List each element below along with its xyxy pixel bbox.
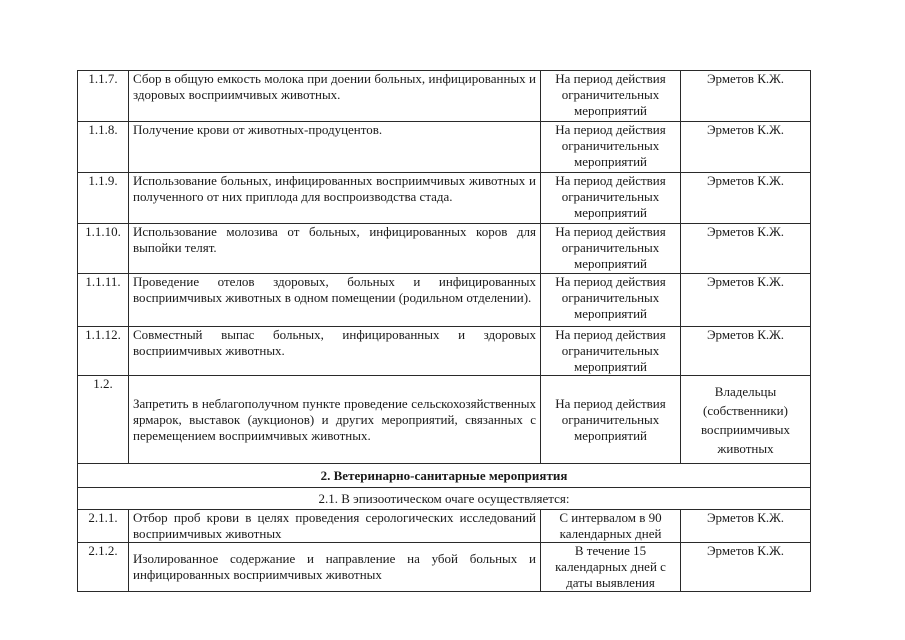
responsible-person: Эрметов К.Ж. <box>681 173 811 224</box>
item-number: 2.1.2. <box>78 543 129 592</box>
responsible-person: Эрметов К.Ж. <box>681 543 811 592</box>
item-number: 1.1.10. <box>78 224 129 274</box>
table-row <box>78 71 811 122</box>
measure-term: С интервалом в 90 календарных дней <box>541 510 681 543</box>
item-number: 1.2. <box>78 376 129 464</box>
measure-description: Изолированное содержание и направление на убой больных и инфицированных восприимчивых животных <box>129 543 541 592</box>
responsible-person: Эрметов К.Ж. <box>681 224 811 274</box>
subsection-heading-row <box>78 488 811 510</box>
table-row <box>78 173 811 224</box>
table-row <box>78 543 811 592</box>
responsible-person: Эрметов К.Ж. <box>681 327 811 376</box>
table-row <box>78 224 811 274</box>
measure-term: На период действия ограничительных мероприятий <box>541 224 681 274</box>
section-heading-row <box>78 464 811 488</box>
item-number: 1.1.11. <box>78 274 129 327</box>
responsible-person: Эрметов К.Ж. <box>681 510 811 543</box>
table-row <box>78 510 811 543</box>
measure-description: Отбор проб крови в целях проведения серологических исследований восприимчивых животных <box>129 510 541 543</box>
measures-table <box>77 70 811 592</box>
measure-description: Совместный выпас больных, инфицированных и здоровых восприимчивых животных. <box>129 327 541 376</box>
measure-description: Запретить в неблагополучном пункте проведение сельскохозяйственных ярмарок, выставок (аукционов) и других мероприятий, связанных с перемещением восприимчивых животных. <box>129 376 541 464</box>
measure-term: На период действия ограничительных мероприятий <box>541 173 681 224</box>
subsection-title: 2.1. В эпизоотическом очаге осуществляется: <box>78 488 811 510</box>
responsible-person: Эрметов К.Ж. <box>681 122 811 173</box>
measure-term: На период действия ограничительных мероприятий <box>541 327 681 376</box>
measure-term: На период действия ограничительных мероприятий <box>541 376 681 464</box>
measure-description: Проведение отелов здоровых, больных и инфицированных восприимчивых животных в одном помещении (родильном отделении). <box>129 274 541 327</box>
item-number: 1.1.9. <box>78 173 129 224</box>
table-row <box>78 274 811 327</box>
measure-description: Использование молозива от больных, инфицированных коров для выпойки телят. <box>129 224 541 274</box>
table-row <box>78 122 811 173</box>
responsible-person: Владельцы (собственники) восприимчивых животных <box>681 376 811 464</box>
measure-term: На период действия ограничительных мероприятий <box>541 274 681 327</box>
responsible-person: Эрметов К.Ж. <box>681 71 811 122</box>
table-row <box>78 327 811 376</box>
measure-description: Получение крови от животных-продуцентов. <box>129 122 541 173</box>
measure-term: На период действия ограничительных мероприятий <box>541 122 681 173</box>
item-number: 2.1.1. <box>78 510 129 543</box>
measure-term: На период действия ограничительных мероприятий <box>541 71 681 122</box>
measure-term: В течение 15 календарных дней с даты выявления <box>541 543 681 592</box>
measure-description: Сбор в общую емкость молока при доении больных, инфицированных и здоровых восприимчивых животных. <box>129 71 541 122</box>
responsible-person: Эрметов К.Ж. <box>681 274 811 327</box>
table-row <box>78 376 811 464</box>
item-number: 1.1.7. <box>78 71 129 122</box>
item-number: 1.1.8. <box>78 122 129 173</box>
section-title: 2. Ветеринарно-санитарные мероприятия <box>78 464 811 488</box>
measure-description: Использование больных, инфицированных восприимчивых животных и полученного от них приплода для воспроизводства стада. <box>129 173 541 224</box>
item-number: 1.1.12. <box>78 327 129 376</box>
